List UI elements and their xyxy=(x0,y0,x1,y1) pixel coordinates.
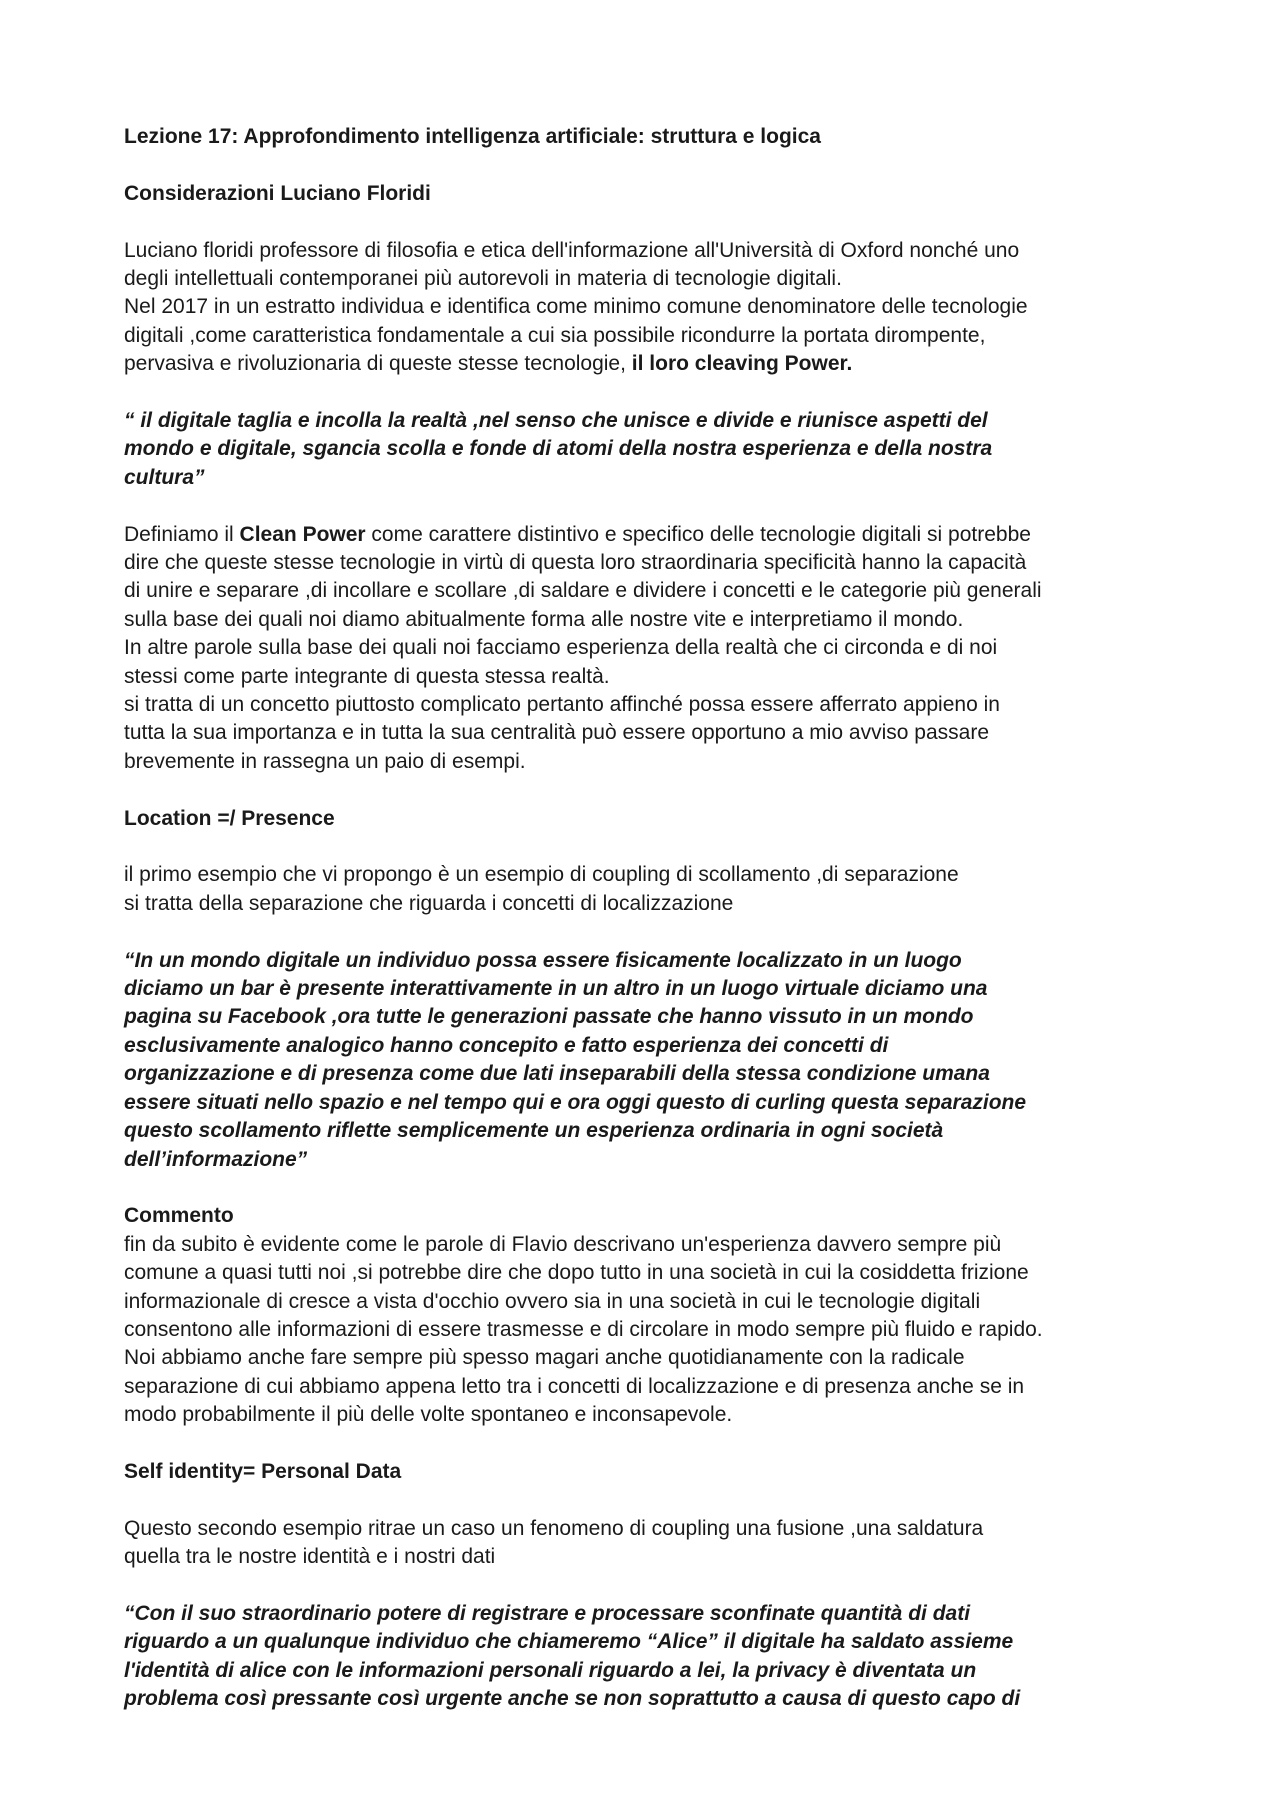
text-line: informazionale di cresce a vista d'occhio ovvero sia in una società in cui le tecnologie digitali xyxy=(124,1289,981,1313)
quote-line: problema così pressante così urgente anche se non soprattutto a causa di questo capo di xyxy=(124,1687,1021,1711)
quote-line: pagina su Facebook ,ora tutte le generazioni passate che hanno vissuto in un mondo xyxy=(124,1005,974,1029)
quote-line: essere situati nello spazio e nel tempo qui e ora oggi questo di curling questa separazione xyxy=(124,1090,1027,1114)
text-line: consentono alle informazioni di essere trasmesse e di circolare in modo sempre più fluido e rapido. xyxy=(124,1317,1043,1341)
text-line: il primo esempio che vi propongo è un esempio di coupling di scollamento ,di separazione xyxy=(124,863,959,887)
text-line: degli intellettuali contemporanei più autorevoli in materia di tecnologie digitali. xyxy=(124,267,842,290)
text-line: Luciano floridi professore di filosofia e etica dell'informazione all'Università di Oxford nonché uno xyxy=(124,238,1020,262)
text-line: tutta la sua importanza e in tutta la sua centralità può essere opportuno a mio avviso passare xyxy=(124,721,989,745)
text-line: digitali ,come caratteristica fondamentale a cui sia possibile ricondurre la portata dirompente, xyxy=(124,323,986,347)
section-heading-location-presence: Location =/ Presence xyxy=(124,806,335,830)
quote-line: esclusivamente analogico hanno concepito e fatto esperienza dei concetti di xyxy=(124,1033,889,1057)
cleaving-power-term: il loro cleaving Power. xyxy=(631,352,853,376)
text-line: brevemente in rassegna un paio di esempi. xyxy=(124,749,526,773)
quote-line: riguardo a un qualunque individuo che chiameremo “Alice” il digitale ha saldato assieme xyxy=(124,1630,1014,1654)
quote-line: “Con il suo straordinario potere di registrare e processare sconfinate quantità di dati xyxy=(124,1601,971,1625)
quote-line: organizzazione e di presenza come due lati inseparabili della stessa condizione umana xyxy=(124,1062,990,1086)
text-line: quella tra le nostre identità e i nostri dati xyxy=(124,1545,496,1569)
text-line: separazione di cui abbiamo appena letto tra i concetti di localizzazione e di presenza anche se in xyxy=(124,1374,1025,1398)
clean-power-paragraph xyxy=(124,521,1174,777)
intro-paragraph xyxy=(124,237,1174,379)
lesson-title: Lezione 17: Approfondimento intelligenza artificiale: struttura e logica xyxy=(124,125,821,148)
text-line: fin da subito è evidente come le parole di Flavio descrivano un'esperienza davvero sempre più xyxy=(124,1232,1002,1256)
quote-line: “In un mondo digitale un individuo possa essere fisicamente localizzato in un luogo xyxy=(124,948,962,972)
quote-line: questo scollamento riflette semplicemente un esperienza ordinaria in ogni società xyxy=(124,1119,944,1143)
text-line: sulla base dei quali noi diamo abitualmente forma alle nostre vite e interpretiamo il mondo. xyxy=(124,607,964,631)
quote-line: cultura” xyxy=(124,465,205,489)
quote-line: “ il digitale taglia e incolla la realtà ,nel senso che unisce e divide e riunisce aspetti del xyxy=(124,409,988,433)
comment-heading: Commento xyxy=(124,1204,234,1228)
text-line: Noi abbiamo anche fare sempre più spesso magari anche quotidianamente con la radicale xyxy=(124,1346,965,1370)
text-line: comune a quasi tutti noi ,si potrebbe dire che dopo tutto in una società in cui la cosiddetta frizione xyxy=(124,1261,1029,1285)
text-line: dire che queste stesse tecnologie in virtù di questa loro straordinaria specificità hanno la capacità xyxy=(124,551,1027,575)
location-paragraph xyxy=(124,861,1174,918)
text-line: Definiamo il Clean Power come carattere distintivo e specifico delle tecnologie digitali si potrebbe xyxy=(124,522,1031,546)
quote-line: diciamo un bar è presente interattivamente in un altro in un luogo virtuale diciamo una xyxy=(124,977,988,1001)
section-heading-self-identity: Self identity= Personal Data xyxy=(124,1459,402,1483)
text-line: si tratta della separazione che riguarda i concetti di localizzazione xyxy=(124,891,734,915)
comment-paragraph xyxy=(124,1231,1174,1430)
text-line: stessi come parte integrante di questa stessa realtà. xyxy=(124,664,610,688)
quote-alice-identity xyxy=(124,1600,1174,1714)
text-line: Questo secondo esempio ritrae un caso un fenomeno di coupling una fusione ,una saldatura xyxy=(124,1516,984,1540)
quote-line: l'identità di alice con le informazioni personali riguardo a lei, la privacy è diventata un xyxy=(124,1658,977,1682)
quote-location-presence xyxy=(124,947,1174,1174)
text-line: In altre parole sulla base dei quali noi facciamo esperienza della realtà che ci circonda e di noi xyxy=(124,636,998,660)
text-line: si tratta di un concetto piuttosto complicato pertanto affinché possa essere afferrato appieno in xyxy=(124,693,1000,717)
clean-power-term: Clean Power xyxy=(239,522,366,546)
quote-line: dell’informazione” xyxy=(124,1147,308,1171)
text-line: di unire e separare ,di incollare e scollare ,di saldare e dividere i concetti e le categorie più generali xyxy=(124,579,1042,603)
text-line: Nel 2017 in un estratto individua e identifica come minimo comune denominatore delle tecnologie xyxy=(124,295,1028,319)
quote-cut-and-paste xyxy=(124,407,1174,492)
document-page xyxy=(124,123,1174,1714)
identity-paragraph xyxy=(124,1515,1174,1572)
quote-line: mondo e digitale, sgancia scolla e fonde di atomi della nostra esperienza e della nostra xyxy=(124,437,993,461)
text-line: pervasiva e rivoluzionaria di queste stesse tecnologie, il loro cleaving Power. xyxy=(124,352,853,376)
text-line: modo probabilmente il più delle volte spontaneo e inconsapevole. xyxy=(124,1403,733,1427)
section-heading-floridi: Considerazioni Luciano Floridi xyxy=(124,181,431,205)
